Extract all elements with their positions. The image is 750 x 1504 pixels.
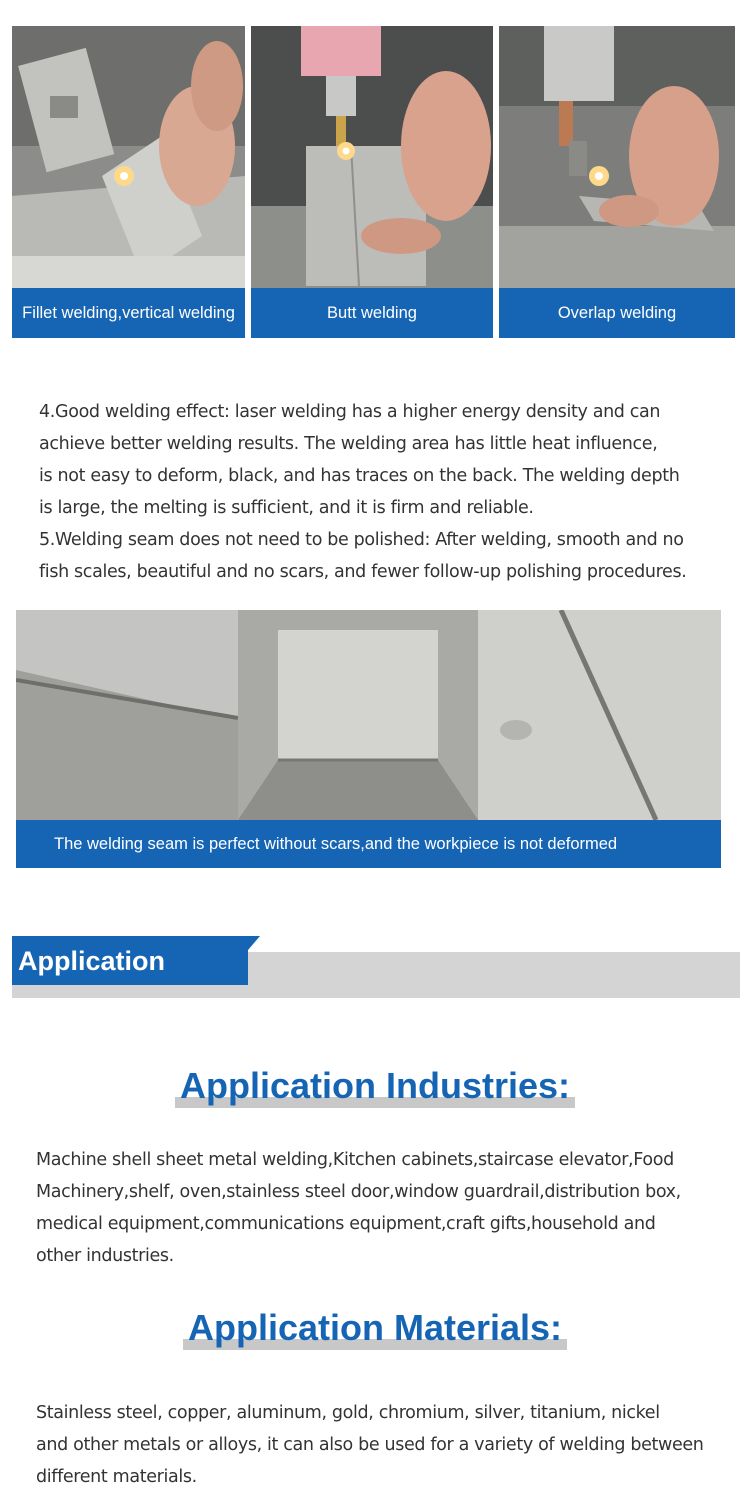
materials-paragraph [36, 1397, 736, 1493]
paragraph-line: medical equipment,communications equipment,craft gifts,household and [36, 1214, 656, 1234]
section-title: Application [18, 946, 165, 976]
overlap-welding-photo [499, 26, 735, 288]
paragraph-line: is not easy to deform, black, and has traces on the back. The welding depth [39, 466, 680, 486]
paragraph-line: and other metals or alloys, it can also be used for a variety of welding between [36, 1435, 704, 1455]
paragraph-line: other industries. [36, 1246, 174, 1266]
paragraph-line: is large, the melting is sufficient, and it is firm and reliable. [39, 498, 534, 518]
welding-effect-paragraph [39, 396, 729, 588]
butt-welding-photo [251, 26, 493, 288]
paragraph-line: fish scales, beautiful and no scars, and fewer follow-up polishing procedures. [39, 562, 687, 582]
industries-paragraph [36, 1144, 736, 1272]
materials-heading [0, 1308, 750, 1348]
section-bar-tab-corner [248, 936, 260, 950]
industries-heading [0, 1066, 750, 1106]
paragraph-line: 4.Good welding effect: laser welding has a higher energy density and can [39, 402, 661, 422]
paragraph-line: Stainless steel, copper, aluminum, gold, chromium, silver, titanium, nickel [36, 1403, 660, 1423]
materials-heading-text: Application Materials: [187, 1307, 563, 1348]
industries-heading-text: Application Industries: [179, 1065, 571, 1106]
paragraph-line: Machinery,shelf, oven,stainless steel door,window guardrail,distribution box, [36, 1182, 681, 1202]
paragraph-line: achieve better welding results. The welding area has little heat influence, [39, 434, 658, 454]
butt-welding-caption: Butt welding [251, 288, 493, 338]
welding-seam-photo [16, 610, 721, 820]
fillet-welding-photo [12, 26, 245, 288]
paragraph-line: 5.Welding seam does not need to be polished: After welding, smooth and no [39, 530, 684, 550]
paragraph-line: different materials. [36, 1467, 197, 1487]
overlap-welding-caption: Overlap welding [499, 288, 735, 338]
paragraph-line: Machine shell sheet metal welding,Kitchen cabinets,staircase elevator,Food [36, 1150, 674, 1170]
fillet-welding-caption: Fillet welding,vertical welding [12, 288, 245, 338]
welding-seam-caption: The welding seam is perfect without scars,and the workpiece is not deformed [16, 820, 721, 868]
